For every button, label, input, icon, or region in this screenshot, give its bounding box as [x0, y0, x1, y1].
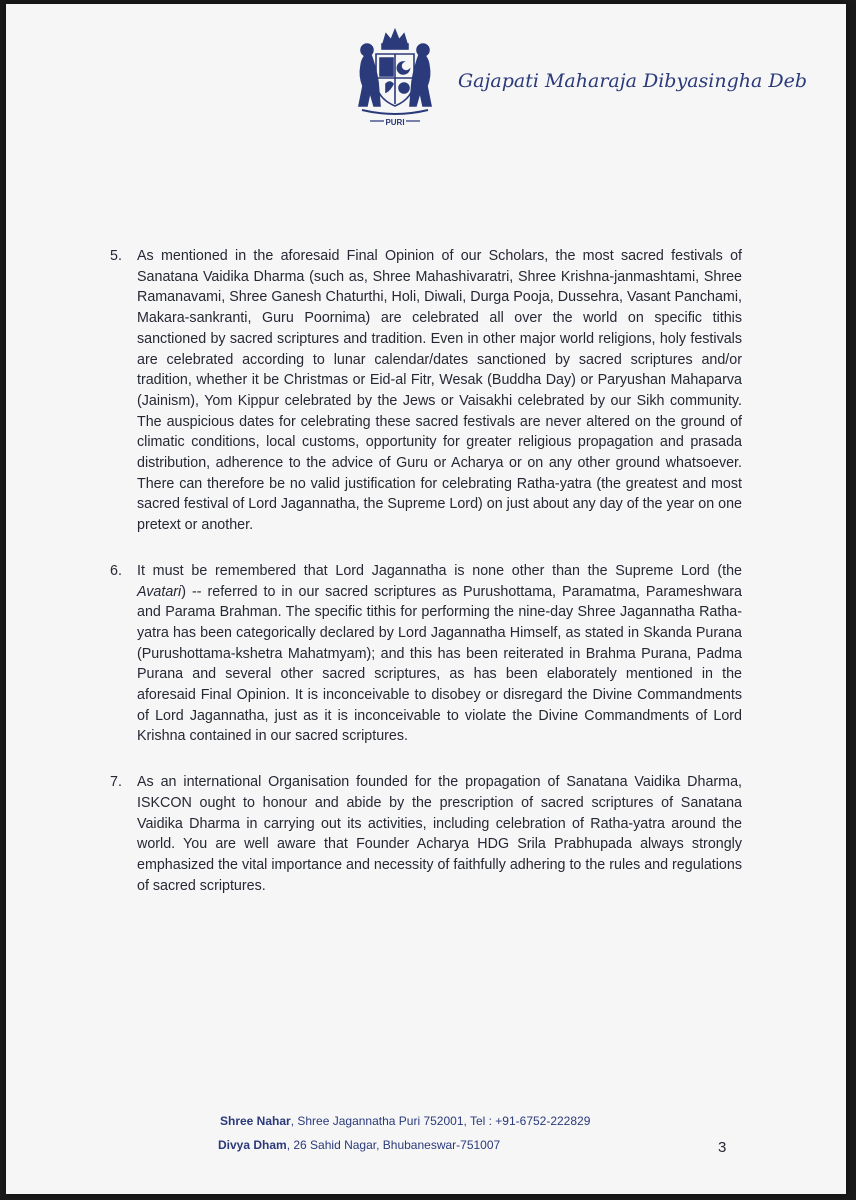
paragraph-7	[110, 772, 742, 896]
paragraph-6	[110, 561, 742, 747]
paragraph-number: 6.	[110, 562, 122, 579]
footer-address-line-1	[220, 1114, 590, 1128]
paragraph-text-part: It must be remembered that Lord Jagannatha is none other than the Supreme Lord (the	[137, 562, 742, 579]
letter-body	[110, 246, 742, 921]
royal-crest-emblem-icon	[340, 22, 450, 132]
footer-address: , Shree Jagannatha Puri 752001, Tel : +91-6752-222829	[290, 1114, 591, 1128]
paragraph-5	[110, 246, 742, 536]
paragraph-text	[137, 561, 742, 747]
footer-place-name: Shree Nahar	[220, 1114, 291, 1128]
paragraph-text-part: ) -- referred to in our sacred scriptures as Purushottama, Paramatma, Parameshwara and Parama Brahman. The specific tithis for performing the nine-day Shree Jagannatha Ratha-yatra has been categorically declared by Lord Jagannatha Himself, as stated in Skanda Purana (Purushottama-kshetra Mahatmyam); and this has been reiterated in Brahma Purana, Padma Purana and several other sacred scriptures, as has been elaborately mentioned in the aforesaid Final Opinion. It is inconceivable to disobey or disregard the Divine Commandments of Lord Jagannatha, just as it is inconceivable to violate the Divine Commandments of Lord Krishna contained in our sacred scriptures.	[137, 583, 742, 745]
italic-term: Avatari	[137, 583, 182, 600]
document-page	[6, 4, 846, 1194]
paragraph-text: As mentioned in the aforesaid Final Opinion of our Scholars, the most sacred festivals of Sanatana Vaidika Dharma (such as, Shree Mahashivaratri, Shree Krishna-janmashtami, Shree Ramanavami, Shree Ganesh Chaturthi, Holi, Diwali, Durga Pooja, Dussehra, Vasant Panchami, Makara-sankranti, Guru Poornima) are celebrated all over the world on specific tithis sanctioned by sacred scriptures and tradition. Even in other major world religions, holy festivals are celebrated according to lunar calendar/dates sanctioned by sacred scriptures and/or tradition, whether it be Christmas or Eid-al Fitr, Wesak (Buddha Day) or Paryushan Mahaparva (Jainism), Yom Kippur celebrated by the Jews or Vaisakhi celebrated by our Sikh community. The auspicious dates for celebrating these sacred festivals are never altered on the ground of climatic conditions, local customs, opportunity for greater religious propagation and prasada distribution, adherence to the advice of Guru or Acharya or on any other ground whatsoever. There can therefore be no valid justification for celebrating Ratha-yatra (the greatest and most sacred festival of Lord Jagannatha, the Supreme Lord) on just about any day of the year on one pretext or another.	[137, 248, 742, 534]
crest-text: PURI	[385, 118, 405, 127]
letterhead-name: Gajapati Maharaja Dibyasingha Deb	[458, 70, 807, 92]
page-number: 3	[718, 1139, 727, 1156]
footer-place-name: Divya Dham	[218, 1138, 287, 1152]
paragraph-text: As an international Organisation founded for the propagation of Sanatana Vaidika Dharma, ISKCON ought to honour and abide by the prescription of sacred scriptures of Sanatana Vaidika Dharma in carrying out its activities, including celebration of Ratha-yatra around the world. You are well aware that Founder Acharya HDG Srila Prabhupada always strongly emphasized the vital importance and necessity of faithfully adhering to the rules and regulations of sacred scriptures.	[137, 774, 742, 894]
footer-address: , 26 Sahid Nagar, Bhubaneswar-751007	[286, 1138, 501, 1152]
footer-address-line-2	[218, 1138, 500, 1152]
paragraph-number: 7.	[110, 774, 122, 791]
paragraph-number: 5.	[110, 248, 122, 264]
